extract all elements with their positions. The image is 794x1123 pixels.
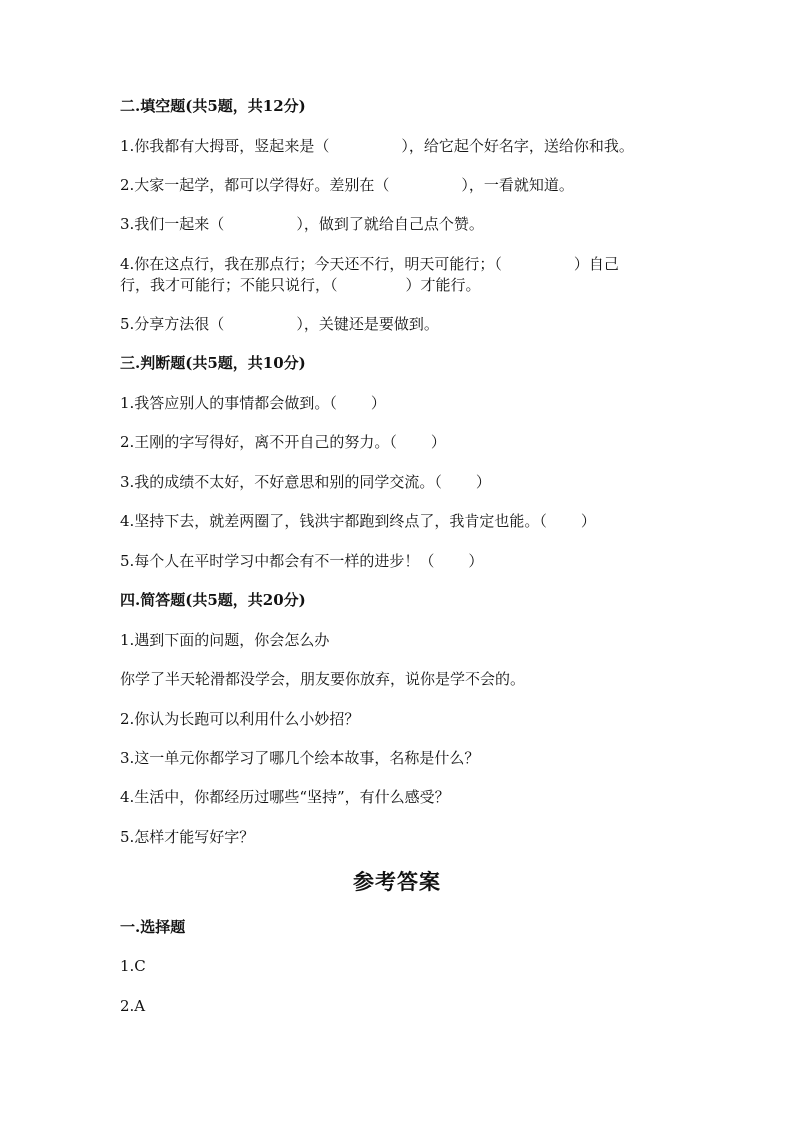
question-text: 1.你我都有大拇哥，竖起来是（ xyxy=(120,137,330,155)
fill-blank-question-1 xyxy=(120,136,680,156)
question-text: 1.我答应别人的事情都会做到。（ xyxy=(120,394,337,412)
question-text: 4.你在这点行，我在那点行；今天还不行，明天可能行；（ xyxy=(120,255,502,273)
short-answer-question-1: 1.遇到下面的问题，你会怎么办 xyxy=(120,631,330,649)
question-text: 5.每个人在平时学习中都会有不一样的进步！（ xyxy=(120,552,435,570)
question-text: ），关键还是要做到。 xyxy=(296,315,439,333)
question-text: ）才能行。 xyxy=(405,276,481,294)
answer-item: 1.C xyxy=(120,957,146,975)
true-false-question-2: 2.王刚的字写得好，离不开自己的努力。（ ） xyxy=(120,433,446,451)
question-text: 5.分享方法很（ xyxy=(120,315,225,333)
section-heading-true-false: 三.判断题(共5题，共10分) xyxy=(120,354,306,372)
fill-blank-question-5 xyxy=(120,314,680,334)
short-answer-question-4: 4.生活中，你都经历过哪些“坚持”，有什么感受？ xyxy=(120,788,450,806)
question-text: 行，我才可能行；不能只说行，（ xyxy=(120,276,338,294)
question-text: ），一看就知道。 xyxy=(461,176,574,194)
fill-blank-question-2 xyxy=(120,175,680,195)
question-text: 3.我的成绩不太好，不好意思和别的同学交流。（ xyxy=(120,473,442,491)
fill-blank-question-4-line-1 xyxy=(120,254,680,274)
short-answer-scenario: 你学了半天轮滑都没学会，朋友要你放弃，说你是学不会的。 xyxy=(120,670,526,688)
true-false-question-4: 4.坚持下去，就差两圈了，钱洪宇都跑到终点了，我肯定也能。（ ） xyxy=(120,512,596,530)
section-heading-fill-blank: 二.填空题(共5题，共12分) xyxy=(120,97,306,115)
section-heading-multiple-choice: 一.选择题 xyxy=(120,918,186,936)
short-answer-question-5: 5.怎样才能写好字？ xyxy=(120,828,255,846)
question-text: 4.坚持下去，就差两圈了，钱洪宇都跑到终点了，我肯定也能。（ xyxy=(120,512,547,530)
true-false-question-3: 3.我的成绩不太好，不好意思和别的同学交流。（ ） xyxy=(120,473,491,491)
question-text: 2.大家一起学，都可以学得好。差别在（ xyxy=(120,176,390,194)
question-text: 3.我们一起来（ xyxy=(120,215,225,233)
answer-key-title: 参考答案 xyxy=(353,869,441,894)
question-text: ），做到了就给自己点个赞。 xyxy=(296,215,484,233)
question-text: 2.王刚的字写得好，离不开自己的努力。（ xyxy=(120,433,397,451)
section-heading-short-answer: 四.简答题(共5题，共20分) xyxy=(120,591,306,609)
true-false-question-5: 5.每个人在平时学习中都会有不一样的进步！（ ） xyxy=(120,552,484,570)
question-text: ），给它起个好名字，送给你和我。 xyxy=(401,137,634,155)
fill-blank-question-4-line-2 xyxy=(120,275,680,295)
fill-blank-question-3 xyxy=(120,214,680,234)
true-false-question-1: 1.我答应别人的事情都会做到。（ ） xyxy=(120,394,386,412)
short-answer-question-3: 3.这一单元你都学习了哪几个绘本故事，名称是什么？ xyxy=(120,749,480,767)
question-text: ）自己 xyxy=(573,255,619,273)
answer-item: 2.A xyxy=(120,997,146,1015)
short-answer-question-2: 2.你认为长跑可以利用什么小妙招？ xyxy=(120,710,360,728)
